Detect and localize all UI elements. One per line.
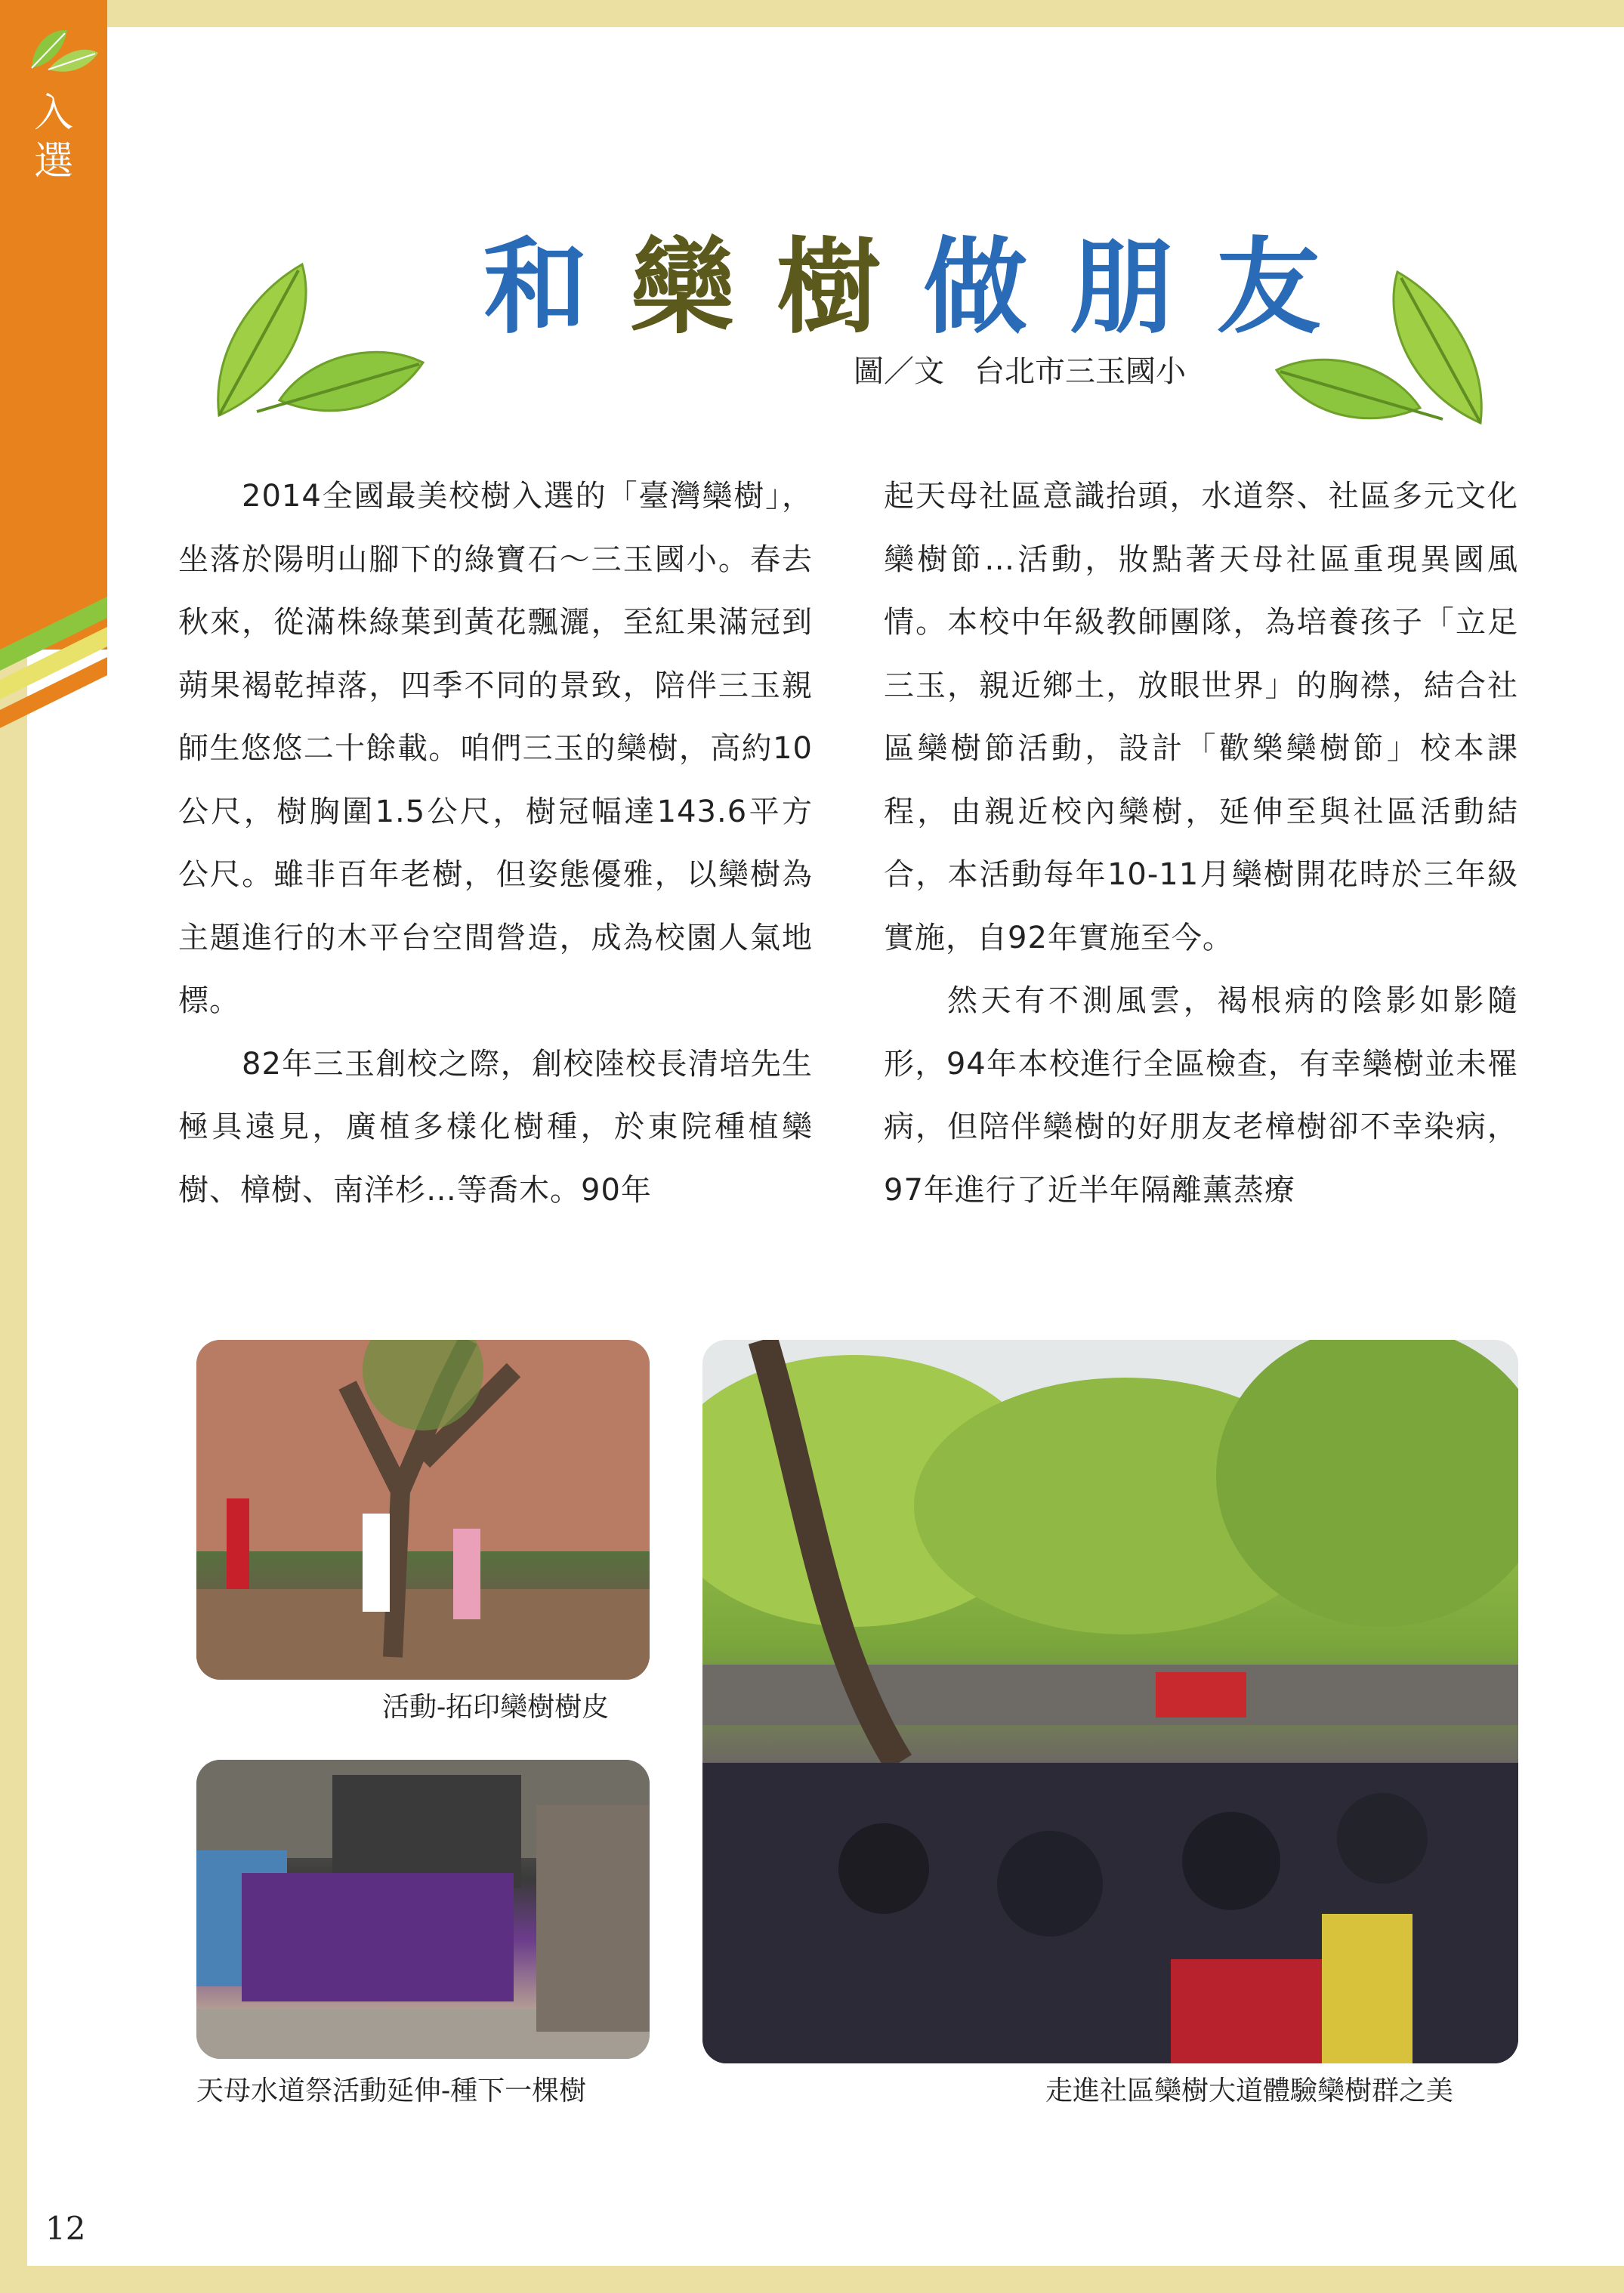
photo-caption: 天母水道祭活動延伸-種下一棵樹 xyxy=(196,2075,587,2106)
title-char: 樹 xyxy=(776,227,885,348)
bottom-border xyxy=(0,2266,1624,2293)
page-number: 12 xyxy=(45,2210,86,2247)
leaves-decoration-right xyxy=(1269,257,1496,438)
body-paragraph: 82年三玉創校之際，創校陸校長清培先生極具遠見，廣植多樣化樹種，於東院種植欒樹、樟樹、南洋杉…等喬木。90年 xyxy=(178,1046,813,1208)
byline: 圖／文 台北市三玉國小 xyxy=(854,354,1186,389)
photo-tree-avenue xyxy=(702,1340,1518,2063)
title-char: 朋 xyxy=(1070,227,1178,348)
decorative-stripes xyxy=(0,582,107,778)
photo-bark-rubbing xyxy=(196,1340,650,1680)
section-tab-label: 入選 xyxy=(33,91,73,184)
body-paragraph: 然天有不測風雲，褐根病的陰影如影隨形，94年本校進行全區檢查，有幸欒樹並未罹病，但陪伴欒樹的好朋友老樟樹卻不幸染病，97年進行了近半年隔離薰蒸療 xyxy=(884,983,1518,1208)
leaves-decoration-left xyxy=(204,249,431,431)
title-char: 友 xyxy=(1216,227,1324,348)
body-column-right xyxy=(884,465,1518,1222)
top-border xyxy=(0,0,1624,27)
body-column-left xyxy=(178,465,813,1222)
photo-caption: 走進社區欒樹大道體驗欒樹群之美 xyxy=(1045,2075,1454,2106)
body-paragraph: 起天母社區意識抬頭，水道祭、社區多元文化欒樹節…活動，妝點著天母社區重現異國風情。本校中年級教師團隊，為培養孩子「立足三玉，親近鄉土，放眼世界」的胸襟，結合社區欒樹節活動，設計「歡樂欒樹節」校本課程，由親近校內欒樹，延伸至與社區活動結合，本活動每年10-11月欒樹開花時於三年級實施，自92年實施至今。 xyxy=(884,479,1518,955)
title-char: 做 xyxy=(923,227,1031,348)
photo-tree-planting xyxy=(196,1760,650,2059)
article-title xyxy=(483,204,1324,348)
title-char: 欒 xyxy=(630,227,738,348)
photo-caption: 活動-拓印欒樹樹皮 xyxy=(382,1692,610,1723)
title-char: 和 xyxy=(483,227,591,348)
section-tab xyxy=(0,0,107,650)
leaf-icon xyxy=(26,23,101,83)
body-paragraph: 2014全國最美校樹入選的「臺灣欒樹」，坐落於陽明山腳下的綠寶石～三玉國小。春去秋來，從滿株綠葉到黃花飄灑，至紅果滿冠到蒴果褐乾掉落，四季不同的景致，陪伴三玉親師生悠悠二十餘載。咱們三玉的欒樹，高約10公尺，樹胸圍1.5公尺，樹冠幅達143.6平方公尺。雖非百年老樹，但姿態優雅，以欒樹為主題進行的木平台空間營造，成為校園人氣地標。 xyxy=(178,479,813,1018)
